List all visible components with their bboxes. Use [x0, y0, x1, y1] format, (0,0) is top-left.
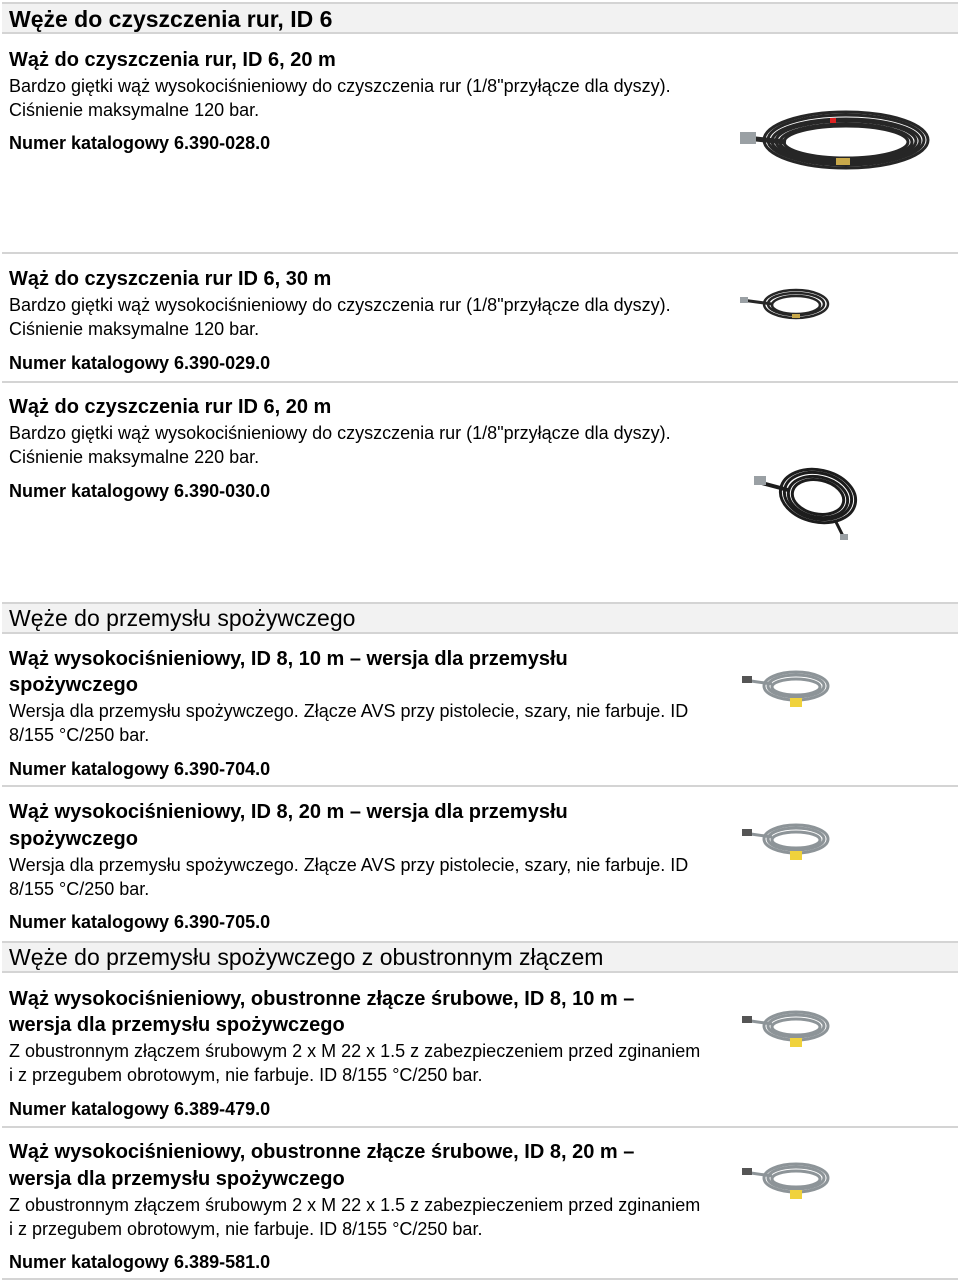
grey-hose-image [740, 664, 834, 712]
black-hose-image [738, 104, 938, 176]
product-catalog-number: Numer katalogowy 6.389-479.0 [9, 1099, 271, 1119]
product-catalog-number: Numer katalogowy 6.390-705.0 [9, 912, 271, 932]
product-catalog-number: Numer katalogowy 6.390-030.0 [9, 481, 271, 501]
black-hose-image [752, 454, 862, 544]
product-description: Bardzo giętki wąż wysokociśnieniowy do czyszczenia rur (1/8"przyłącze dla dyszy). Ciśnienie maksymalne 120 bar. [9, 295, 671, 339]
section-title: Węże do czyszczenia rur, ID 6 [9, 6, 333, 32]
product-title: Wąż wysokociśnieniowy, ID 8, 20 m – wersja dla przemysłu [9, 801, 568, 823]
product-description: Z obustronnym złączem śrubowym 2 x M 22 x 1.5 z zabezpieczeniem przed zginaniem i z przegubem obrotowym, nie farbuje. ID 8/155 °C/250 bar. [9, 1041, 701, 1085]
product-description: Wersja dla przemysłu spożywczego. Złącze AVS przy pistolecie, szary, nie farbuje. ID 8/155 °C/250 bar. [9, 855, 689, 899]
divider [2, 252, 958, 254]
section-title: Węże do przemysłu spożywczego [9, 605, 356, 631]
divider [2, 1278, 958, 1280]
product-title: Wąż wysokociśnieniowy, obustronne złącze śrubowe, ID 8, 10 m – [9, 988, 635, 1010]
grey-hose-image [740, 1156, 834, 1204]
product-description: Bardzo giętki wąż wysokociśnieniowy do czyszczenia rur (1/8"przyłącze dla dyszy). Ciśnienie maksymalne 220 bar. [9, 423, 671, 467]
product-description: Bardzo giętki wąż wysokociśnieniowy do czyszczenia rur (1/8"przyłącze dla dyszy). Ciśnienie maksymalne 120 bar. [9, 76, 671, 120]
product-title: Wąż wysokociśnieniowy, obustronne złącze śrubowe, ID 8, 20 m – [9, 1141, 635, 1163]
product-title: spożywczego [9, 674, 138, 696]
product-title: Wąż do czyszczenia rur, ID 6, 20 m [9, 49, 336, 71]
grey-hose-image [740, 1004, 834, 1052]
product-catalog-number: Numer katalogowy 6.389-581.0 [9, 1252, 271, 1272]
product-catalog-number: Numer katalogowy 6.390-028.0 [9, 133, 271, 153]
divider [2, 381, 958, 383]
product-title: wersja dla przemysłu spożywczego [9, 1168, 345, 1190]
product-catalog-number: Numer katalogowy 6.390-029.0 [9, 353, 271, 373]
product-title: wersja dla przemysłu spożywczego [9, 1014, 345, 1036]
product-title: spożywczego [9, 828, 138, 850]
product-title: Wąż wysokociśnieniowy, ID 8, 10 m – wersja dla przemysłu [9, 648, 568, 670]
divider [2, 785, 958, 787]
black-hose-image [738, 284, 834, 324]
divider [2, 1126, 958, 1128]
grey-hose-image [740, 817, 834, 865]
section-title: Węże do przemysłu spożywczego z obustronnym złączem [9, 944, 604, 970]
product-title: Wąż do czyszczenia rur ID 6, 20 m [9, 396, 332, 418]
product-description: Z obustronnym złączem śrubowym 2 x M 22 x 1.5 z zabezpieczeniem przed zginaniem i z przegubem obrotowym, nie farbuje. ID 8/155 °C/250 bar. [9, 1195, 701, 1239]
product-title: Wąż do czyszczenia rur ID 6, 30 m [9, 268, 332, 290]
product-description: Wersja dla przemysłu spożywczego. Złącze AVS przy pistolecie, szary, nie farbuje. ID 8/155 °C/250 bar. [9, 701, 689, 745]
product-catalog-number: Numer katalogowy 6.390-704.0 [9, 759, 271, 779]
